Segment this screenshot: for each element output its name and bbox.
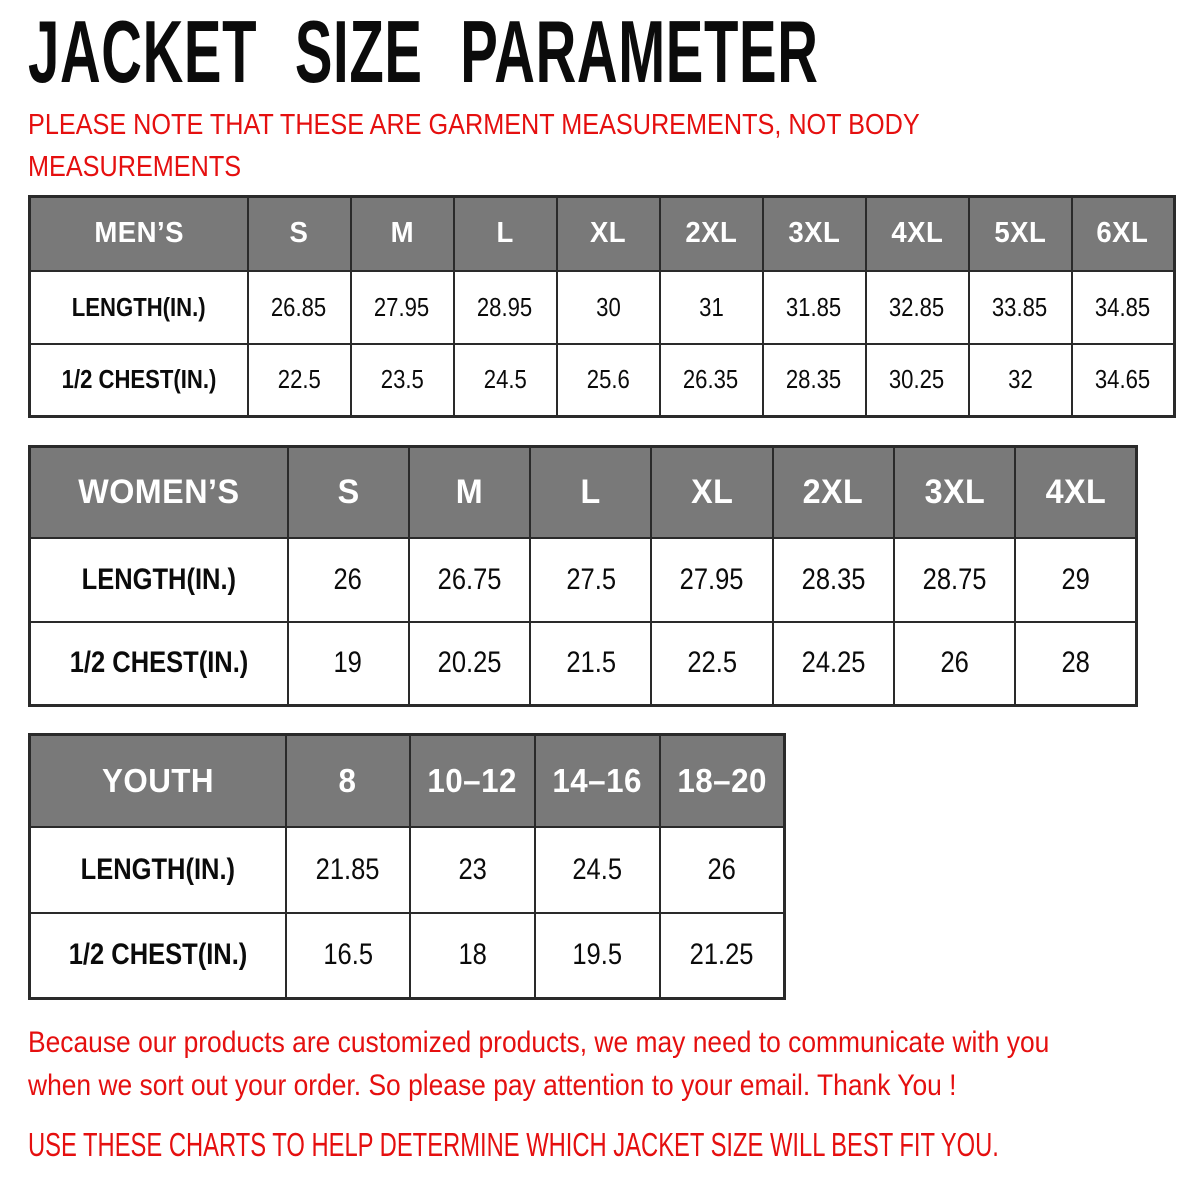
size-header-cell bbox=[286, 735, 411, 827]
cell-text: L bbox=[580, 472, 601, 511]
value-cell bbox=[866, 271, 969, 344]
size-header-cell bbox=[866, 197, 969, 271]
value-cell bbox=[660, 271, 763, 344]
cell-text: L bbox=[496, 217, 514, 250]
note-line-2: MEASUREMENTS bbox=[28, 151, 242, 184]
size-header-cell bbox=[410, 735, 535, 827]
cell-text: 1/2 CHEST(IN.) bbox=[69, 646, 249, 680]
size-header-cell bbox=[454, 197, 557, 271]
cell-text: LENGTH(IN.) bbox=[81, 562, 236, 596]
cell-text: YOUTH bbox=[101, 761, 214, 799]
mens-size-table bbox=[28, 195, 1176, 418]
customization-notice bbox=[28, 1022, 1049, 1108]
cell-text: 33.85 bbox=[992, 291, 1048, 322]
size-header-cell bbox=[409, 447, 530, 538]
cell-text: XL bbox=[589, 217, 627, 250]
youth-size-table bbox=[28, 733, 786, 1000]
cell-text: 26 bbox=[333, 562, 363, 596]
measurement-row bbox=[30, 538, 1137, 622]
cell-text: MEN’S bbox=[93, 217, 184, 250]
size-header-cell bbox=[530, 447, 651, 538]
measurement-row bbox=[30, 271, 1175, 344]
value-cell bbox=[409, 622, 530, 706]
value-cell bbox=[530, 538, 651, 622]
cell-text: 25.6 bbox=[586, 364, 630, 395]
cell-text: 29 bbox=[1061, 562, 1090, 596]
cell-text: 28.75 bbox=[922, 562, 987, 596]
table-title-cell bbox=[30, 735, 286, 827]
size-header-row bbox=[30, 735, 785, 827]
row-label-cell bbox=[30, 913, 286, 999]
customization-notice-line-1: Because our products are customized products, we may need to communicate with you bbox=[28, 1026, 1050, 1059]
size-header-cell bbox=[1015, 447, 1136, 538]
measurement-row bbox=[30, 622, 1137, 706]
customization-notice-line-2: when we sort out your order. So please pay attention to your email. Thank You ! bbox=[28, 1068, 957, 1102]
cell-text: 2XL bbox=[685, 217, 737, 250]
cell-text: 2XL bbox=[802, 472, 864, 511]
cell-text: 24.5 bbox=[483, 364, 527, 395]
measurement-row bbox=[30, 344, 1175, 417]
cell-text: 3XL bbox=[788, 217, 840, 250]
cell-text: 22.5 bbox=[277, 364, 321, 395]
cell-text: 1/2 CHEST(IN.) bbox=[61, 364, 217, 395]
cell-text: 30.25 bbox=[889, 364, 945, 395]
cell-text: 4XL bbox=[1045, 472, 1106, 511]
cell-text: 34.85 bbox=[1095, 291, 1151, 322]
value-cell bbox=[454, 271, 557, 344]
cell-text: M bbox=[455, 472, 484, 511]
value-cell bbox=[969, 271, 1072, 344]
size-header-cell bbox=[969, 197, 1072, 271]
size-header-cell bbox=[660, 735, 785, 827]
value-cell bbox=[410, 827, 535, 913]
cell-text: 32.85 bbox=[889, 291, 945, 322]
size-header-cell bbox=[1072, 197, 1175, 271]
value-cell bbox=[288, 538, 409, 622]
cell-text: 24.25 bbox=[801, 646, 866, 680]
cell-text: 28.35 bbox=[786, 364, 842, 395]
cell-text: 6XL bbox=[1096, 217, 1149, 250]
value-cell bbox=[286, 913, 411, 999]
cell-text: 24.5 bbox=[572, 852, 623, 886]
cell-text: 27.95 bbox=[374, 291, 430, 322]
size-header-cell bbox=[248, 197, 351, 271]
value-cell bbox=[530, 622, 651, 706]
value-cell bbox=[1072, 344, 1175, 417]
value-cell bbox=[409, 538, 530, 622]
cell-text: 26 bbox=[940, 646, 969, 680]
page-title: JACKET SIZE PARAMETER bbox=[28, 2, 819, 101]
cell-text: 10–12 bbox=[427, 761, 518, 799]
value-cell bbox=[410, 913, 535, 999]
value-cell bbox=[248, 344, 351, 417]
cell-text: 21.5 bbox=[565, 646, 616, 680]
row-label-cell bbox=[30, 344, 248, 417]
size-header-cell bbox=[773, 447, 894, 538]
value-cell bbox=[773, 622, 894, 706]
row-label-cell bbox=[30, 622, 288, 706]
value-cell bbox=[454, 344, 557, 417]
cell-text: 16.5 bbox=[323, 938, 373, 972]
cell-text: 20.25 bbox=[437, 646, 502, 680]
cell-text: 4XL bbox=[891, 217, 943, 250]
cell-text: 31.85 bbox=[786, 291, 842, 322]
cell-text: 27.95 bbox=[680, 562, 744, 596]
row-label-cell bbox=[30, 271, 248, 344]
womens-size-table bbox=[28, 445, 1138, 707]
value-cell bbox=[660, 913, 785, 999]
cell-text: 5XL bbox=[994, 217, 1046, 250]
row-label-cell bbox=[30, 538, 288, 622]
value-cell bbox=[651, 538, 772, 622]
value-cell bbox=[866, 344, 969, 417]
cell-text: M bbox=[390, 217, 414, 250]
value-cell bbox=[1015, 622, 1136, 706]
garment-measurement-note bbox=[28, 104, 920, 188]
value-cell bbox=[660, 344, 763, 417]
cell-text: 26 bbox=[707, 852, 737, 886]
cell-text: 30 bbox=[595, 291, 621, 322]
cell-text: WOMEN’S bbox=[78, 472, 240, 511]
cell-text: 1/2 CHEST(IN.) bbox=[68, 938, 248, 972]
value-cell bbox=[660, 827, 785, 913]
value-cell bbox=[1015, 538, 1136, 622]
value-cell bbox=[557, 344, 660, 417]
value-cell bbox=[894, 622, 1015, 706]
value-cell bbox=[351, 344, 454, 417]
note-line-1: PLEASE NOTE THAT THESE ARE GARMENT MEASUREMENTS, NOT BODY bbox=[28, 109, 920, 141]
cell-text: 31 bbox=[698, 291, 724, 322]
cell-text: S bbox=[337, 472, 360, 511]
cell-text: XL bbox=[690, 472, 734, 511]
cell-text: 19.5 bbox=[572, 938, 623, 972]
value-cell bbox=[557, 271, 660, 344]
size-header-cell bbox=[351, 197, 454, 271]
cell-text: 8 bbox=[338, 761, 357, 799]
value-cell bbox=[651, 622, 772, 706]
cell-text: 21.85 bbox=[315, 852, 380, 886]
cell-text: 22.5 bbox=[687, 646, 737, 680]
value-cell bbox=[894, 538, 1015, 622]
value-cell bbox=[351, 271, 454, 344]
value-cell bbox=[286, 827, 411, 913]
cell-text: 19 bbox=[333, 646, 363, 680]
cell-text: 28 bbox=[1061, 646, 1090, 680]
cell-text: 23.5 bbox=[380, 364, 424, 395]
cell-text: 28.35 bbox=[801, 562, 866, 596]
value-cell bbox=[763, 271, 866, 344]
cell-text: 26.35 bbox=[683, 364, 739, 395]
cell-text: 23 bbox=[458, 852, 487, 886]
size-header-cell bbox=[288, 447, 409, 538]
value-cell bbox=[535, 913, 660, 999]
value-cell bbox=[969, 344, 1072, 417]
cell-text: 26.75 bbox=[437, 562, 502, 596]
cell-text: 32 bbox=[1007, 364, 1033, 395]
cell-text: 21.25 bbox=[689, 938, 754, 972]
fit-advice-line: USE THESE CHARTS TO HELP DETERMINE WHICH JACKET SIZE WILL BEST FIT YOU. bbox=[28, 1126, 999, 1163]
table-title-cell bbox=[30, 197, 248, 271]
measurement-row bbox=[30, 827, 785, 913]
cell-text: 26.85 bbox=[271, 291, 327, 322]
table-title-cell bbox=[30, 447, 288, 538]
cell-text: 14–16 bbox=[552, 761, 643, 799]
size-header-cell bbox=[763, 197, 866, 271]
cell-text: LENGTH(IN.) bbox=[80, 852, 235, 886]
size-header-cell bbox=[660, 197, 763, 271]
measurement-row bbox=[30, 913, 785, 999]
value-cell bbox=[248, 271, 351, 344]
value-cell bbox=[1072, 271, 1175, 344]
value-cell bbox=[763, 344, 866, 417]
size-header-cell bbox=[535, 735, 660, 827]
size-header-cell bbox=[557, 197, 660, 271]
size-header-cell bbox=[651, 447, 772, 538]
value-cell bbox=[773, 538, 894, 622]
cell-text: 34.65 bbox=[1095, 364, 1151, 395]
cell-text: S bbox=[289, 217, 309, 250]
row-label-cell bbox=[30, 827, 286, 913]
cell-text: 27.5 bbox=[565, 562, 616, 596]
cell-text: 28.95 bbox=[477, 291, 533, 322]
cell-text: LENGTH(IN.) bbox=[71, 291, 206, 322]
cell-text: 18 bbox=[458, 938, 487, 972]
cell-text: 18–20 bbox=[677, 761, 767, 799]
size-header-row bbox=[30, 197, 1175, 271]
cell-text: 3XL bbox=[924, 472, 985, 511]
value-cell bbox=[535, 827, 660, 913]
value-cell bbox=[288, 622, 409, 706]
size-header-cell bbox=[894, 447, 1015, 538]
size-header-row bbox=[30, 447, 1137, 538]
